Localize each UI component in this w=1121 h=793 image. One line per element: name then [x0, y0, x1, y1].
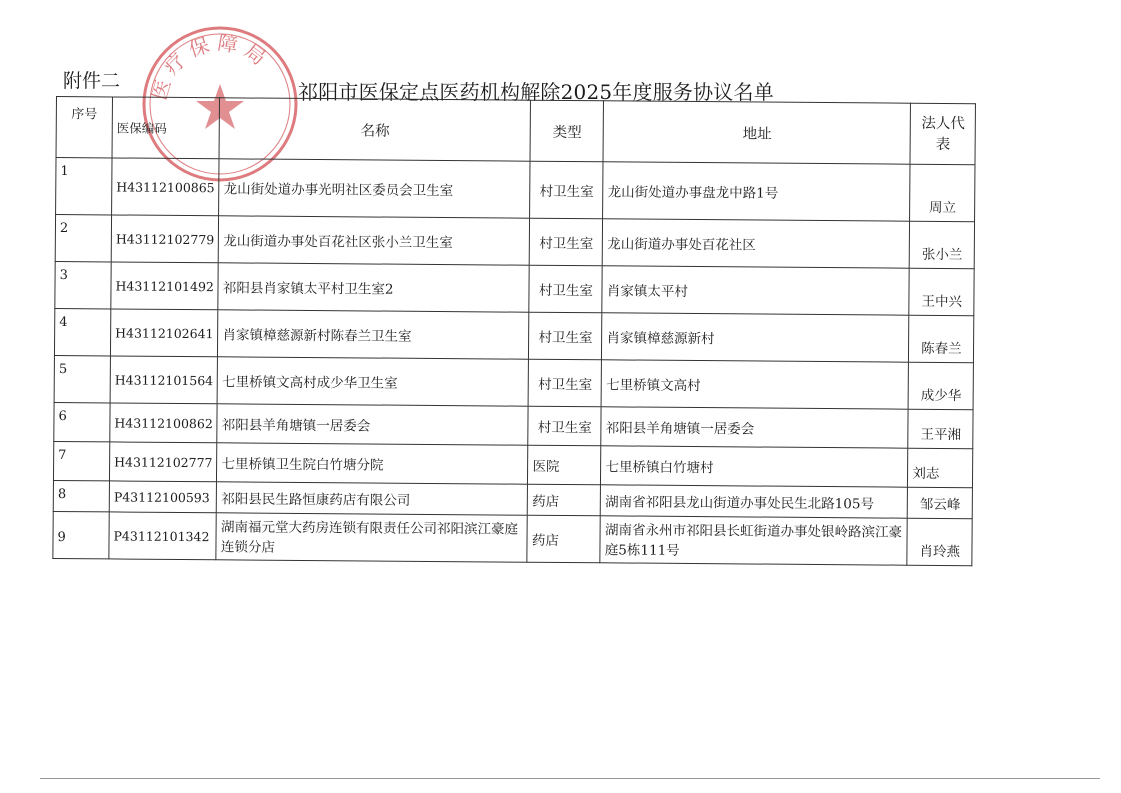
cell-address: 龙山街处道办事盘龙中路1号 [603, 162, 910, 221]
cell-address: 龙山街道办事处百花社区 [603, 219, 910, 268]
table-row [55, 215, 975, 269]
table-row [54, 355, 974, 409]
cell-no: 3 [55, 261, 111, 308]
table-header-row [56, 97, 976, 165]
cell-address: 肖家镇太平村 [602, 266, 909, 315]
cell-rep: 王中兴 [909, 268, 974, 316]
cell-code: P43112100593 [109, 481, 217, 513]
cell-type: 药店 [528, 484, 601, 516]
cell-name: 祁阳县民生路恒康药店有限公司 [217, 482, 528, 515]
cell-name: 龙山街道办事处百花社区张小兰卫生室 [219, 216, 530, 265]
col-header-no: 序号 [56, 97, 112, 158]
cell-rep: 陈春兰 [909, 315, 974, 363]
cell-rep: 王平湘 [908, 409, 973, 449]
cell-type: 村卫生室 [530, 161, 603, 219]
cell-name: 七里桥镇文高村成少华卫生室 [217, 357, 528, 406]
cell-type: 村卫生室 [529, 265, 602, 313]
cell-rep: 成少华 [908, 362, 973, 410]
attachment-label: 附件二 [63, 70, 121, 92]
cell-address: 祁阳县羊角塘镇一居委会 [601, 407, 908, 448]
cell-rep: 肖玲燕 [907, 518, 972, 566]
document-title: 祁阳市医保定点医药机构解除2025年度服务协议名单 [298, 80, 774, 104]
cell-name: 七里桥镇卫生院白竹塘分院 [217, 443, 528, 484]
cell-name: 祁阳县羊角塘镇一居委会 [217, 404, 528, 445]
cell-type: 药店 [527, 515, 600, 563]
col-header-type: 类型 [530, 100, 603, 162]
cell-address: 七里桥镇文高村 [601, 360, 908, 409]
cell-rep: 刘志 [908, 448, 973, 488]
cell-code: P43112101342 [109, 512, 217, 560]
cell-code: H43112102641 [110, 309, 218, 357]
col-header-rep: 法人代表 [910, 103, 975, 165]
cell-type: 村卫生室 [528, 359, 601, 407]
svg-text:医疗保障局 [147, 30, 275, 102]
cell-no: 9 [53, 511, 109, 558]
cell-address: 湖南省祁阳县龙山街道办事处民生北路105号 [601, 485, 908, 518]
cell-no: 2 [55, 215, 111, 262]
cell-no: 8 [53, 480, 109, 511]
col-header-name: 名称 [219, 98, 530, 161]
cell-address: 湖南省永州市祁阳县长虹街道办事处银岭路滨江豪庭5栋111号 [600, 516, 907, 565]
cell-code: H43112100862 [110, 403, 218, 443]
table-row [53, 511, 973, 565]
cell-no: 5 [54, 355, 110, 402]
cell-address: 肖家镇樟慈源新村 [602, 313, 909, 362]
col-header-code: 医保编码 [112, 97, 220, 159]
cell-type: 村卫生室 [529, 312, 602, 360]
table-row [56, 158, 976, 222]
cell-no: 7 [53, 441, 109, 480]
cell-no: 4 [54, 308, 110, 355]
cell-code: H43112101492 [111, 262, 219, 310]
cell-no: 1 [56, 158, 112, 215]
cell-rep: 邹云峰 [908, 487, 973, 519]
table-row [54, 308, 974, 362]
cell-type: 村卫生室 [528, 406, 601, 446]
cell-name: 祁阳县肖家镇太平村卫生室2 [218, 263, 529, 312]
cell-name: 肖家镇樟慈源新村陈春兰卫生室 [218, 310, 529, 359]
cell-code: H43112102779 [111, 215, 219, 263]
cell-address: 七里桥镇白竹塘村 [601, 446, 908, 487]
col-header-address: 地址 [603, 101, 910, 164]
cell-no: 6 [54, 402, 110, 441]
cell-rep: 周立 [910, 164, 975, 222]
cell-name: 湖南福元堂大药房连锁有限责任公司祁阳滨江豪庭连锁分店 [216, 513, 527, 562]
cell-name: 龙山街处道办事光明社区委员会卫生室 [219, 159, 530, 218]
table-row [55, 261, 975, 315]
scan-edge-line [40, 778, 1100, 779]
cell-rep: 张小兰 [910, 221, 975, 269]
seal-text: 医疗保障局 [146, 30, 276, 103]
cell-type: 村卫生室 [530, 218, 603, 266]
cell-code: H43112100865 [112, 158, 220, 216]
cell-code: H43112101564 [110, 356, 218, 404]
termination-table [52, 96, 976, 566]
cell-code: H43112102777 [109, 442, 217, 482]
cell-type: 医院 [528, 445, 601, 485]
